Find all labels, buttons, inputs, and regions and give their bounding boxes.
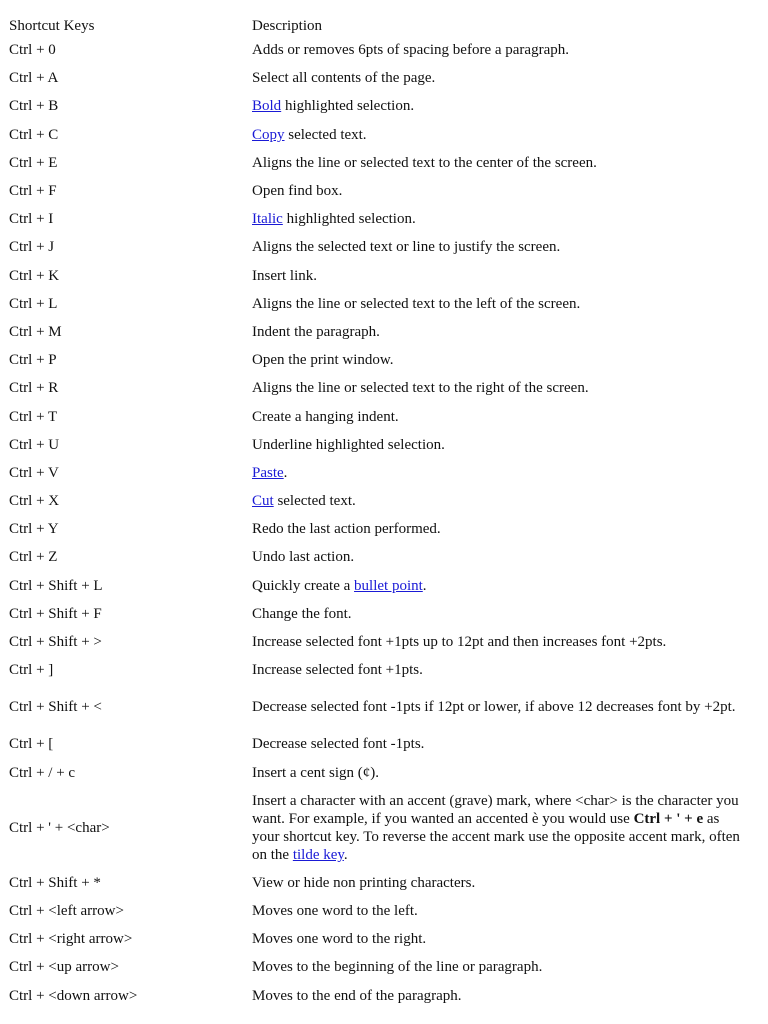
- shortcut-key: Ctrl + [: [9, 736, 54, 753]
- table-row: [9, 318, 749, 346]
- shortcut-description: Adds or removes 6pts of spacing before a paragraph.: [252, 42, 569, 59]
- table-row: [9, 981, 749, 1009]
- table-row: [9, 730, 749, 758]
- shortcut-key: Ctrl + Shift + >: [9, 634, 102, 651]
- description-text: .: [283, 464, 288, 481]
- shortcut-description: [252, 121, 749, 149]
- shortcut-description: Change the font.: [252, 605, 352, 622]
- table-row: [9, 543, 749, 571]
- description-text: Insert a character with an accent (grave) mark, where <char> is the character you want. For example, if you wanted an accented è you would use: [252, 792, 739, 827]
- bullet-point-link[interactable]: bullet point: [354, 577, 423, 594]
- table-row: [9, 346, 749, 374]
- shortcut-description: View or hide non printing characters.: [252, 874, 476, 891]
- shortcut-key: Ctrl + F: [9, 183, 57, 200]
- shortcut-key: Ctrl + A: [9, 70, 59, 87]
- shortcut-key: Ctrl + J: [9, 239, 55, 256]
- description-text: selected text.: [284, 126, 367, 143]
- table-row: [9, 205, 749, 233]
- shortcut-key: Ctrl + L: [9, 295, 58, 312]
- table-row: [9, 487, 749, 515]
- shortcut-key: Ctrl + Shift + <: [9, 699, 102, 716]
- shortcut-description: Increase selected font +1pts up to 12pt and then increases font +2pts.: [252, 634, 667, 651]
- table-row: [9, 684, 749, 730]
- cut-link[interactable]: Cut: [252, 493, 274, 510]
- shortcut-key: Ctrl + C: [9, 126, 59, 143]
- shortcut-key: Ctrl + B: [9, 98, 59, 115]
- table-row: [9, 953, 749, 981]
- shortcut-description: [252, 459, 749, 487]
- shortcut-description: Moves to the beginning of the line or paragraph.: [252, 959, 543, 976]
- shortcut-key: Ctrl + U: [9, 436, 60, 453]
- table-row: [9, 600, 749, 628]
- header-shortcut-keys: Shortcut Keys: [9, 18, 95, 34]
- shortcut-key: Ctrl + Shift + *: [9, 874, 101, 891]
- table-row: [9, 515, 749, 543]
- description-text: Quickly create a: [252, 577, 355, 594]
- table-row: [9, 121, 749, 149]
- table-row: [9, 290, 749, 318]
- shortcut-description: [252, 205, 749, 233]
- shortcut-key: Ctrl + X: [9, 493, 60, 510]
- table-row: [9, 925, 749, 953]
- description-text: .: [343, 846, 348, 863]
- table-row: [9, 459, 749, 487]
- shortcut-description: Open find box.: [252, 183, 343, 200]
- shortcut-description: Aligns the line or selected text to the center of the screen.: [252, 154, 597, 171]
- shortcut-description: Indent the paragraph.: [252, 323, 380, 340]
- shortcut-key: Ctrl + ]: [9, 662, 54, 679]
- shortcut-key: Ctrl + <up arrow>: [9, 959, 119, 976]
- description-text: .: [422, 577, 427, 594]
- table-row: [9, 149, 749, 177]
- table-row: [9, 233, 749, 261]
- shortcut-key: Ctrl + K: [9, 267, 60, 284]
- shortcut-key: Ctrl + T: [9, 408, 58, 425]
- shortcut-description: Undo last action.: [252, 549, 355, 566]
- shortcut-key: Ctrl + Z: [9, 549, 58, 566]
- table-row: [9, 572, 749, 600]
- shortcut-key: Ctrl + Shift + F: [9, 605, 102, 622]
- shortcut-description: Aligns the line or selected text to the right of the screen.: [252, 380, 589, 397]
- table-row: [9, 656, 749, 684]
- shortcut-table: [9, 16, 749, 1010]
- shortcut-key: Ctrl + R: [9, 380, 59, 397]
- shortcut-description: Create a hanging indent.: [252, 408, 399, 425]
- shortcut-key: Ctrl + <left arrow>: [9, 902, 124, 919]
- table-row: [9, 36, 749, 64]
- shortcut-key: Ctrl + E: [9, 154, 58, 171]
- shortcut-key: Ctrl + M: [9, 323, 62, 340]
- shortcut-description: Insert link.: [252, 267, 317, 284]
- shortcut-description: Aligns the line or selected text to the left of the screen.: [252, 295, 581, 312]
- shortcut-description: Select all contents of the page.: [252, 70, 436, 87]
- shortcut-description: Open the print window.: [252, 352, 394, 369]
- shortcut-key: Ctrl + Y: [9, 521, 59, 538]
- table-row: [9, 262, 749, 290]
- header-description: Description: [252, 18, 322, 34]
- shortcut-key: Ctrl + V: [9, 464, 59, 481]
- table-row: [9, 897, 749, 925]
- shortcut-example-bold: Ctrl + ' + e: [633, 810, 704, 827]
- shortcut-key: Ctrl + / + c: [9, 764, 76, 781]
- shortcut-description: Moves to the end of the paragraph.: [252, 987, 462, 1004]
- shortcut-key: Ctrl + I: [9, 211, 54, 228]
- shortcut-key: Ctrl + P: [9, 352, 57, 369]
- table-row: [9, 628, 749, 656]
- description-text: selected text.: [273, 493, 356, 510]
- shortcut-description: Underline highlighted selection.: [252, 436, 445, 453]
- table-row: [9, 759, 749, 787]
- shortcut-description: [252, 572, 749, 600]
- shortcut-key: Ctrl + <right arrow>: [9, 931, 133, 948]
- description-text: highlighted selection.: [282, 211, 416, 228]
- shortcut-description: Increase selected font +1pts.: [252, 662, 423, 679]
- shortcut-key: Ctrl + <down arrow>: [9, 987, 138, 1004]
- shortcut-description: Decrease selected font -1pts.: [252, 736, 425, 753]
- table-row: [9, 374, 749, 402]
- tilde-key-link[interactable]: tilde key: [292, 846, 344, 863]
- shortcut-description: [252, 487, 749, 515]
- shortcut-description: Decrease selected font -1pts if 12pt or lower, if above 12 decreases font by +2pt.: [252, 699, 736, 716]
- italic-link[interactable]: Italic: [252, 211, 283, 228]
- shortcut-description: Moves one word to the right.: [252, 931, 427, 948]
- table-header-row: [9, 16, 749, 36]
- shortcut-description: [252, 787, 749, 869]
- table-row: [9, 402, 749, 430]
- table-row: [9, 869, 749, 897]
- shortcut-key: Ctrl + ' + <char>: [9, 819, 110, 836]
- shortcut-key: Ctrl + 0: [9, 42, 56, 59]
- shortcut-description: Redo the last action performed.: [252, 521, 441, 538]
- table-row: [9, 787, 749, 869]
- shortcut-description: Insert a cent sign (¢).: [252, 764, 380, 781]
- description-text: as your shortcut key. To reverse the accent mark use the opposite accent mark, often on the: [252, 810, 740, 863]
- table-row: [9, 177, 749, 205]
- table-row: [9, 431, 749, 459]
- bold-link[interactable]: Bold: [252, 98, 282, 115]
- shortcut-description: Aligns the selected text or line to justify the screen.: [252, 239, 561, 256]
- table-row: [9, 64, 749, 92]
- shortcut-description: [252, 92, 749, 120]
- description-text: highlighted selection.: [281, 98, 415, 115]
- copy-link[interactable]: Copy: [252, 126, 285, 143]
- table-row: [9, 92, 749, 120]
- paste-link[interactable]: Paste: [252, 464, 284, 481]
- shortcut-description: Moves one word to the left.: [252, 902, 418, 919]
- shortcut-key: Ctrl + Shift + L: [9, 577, 103, 594]
